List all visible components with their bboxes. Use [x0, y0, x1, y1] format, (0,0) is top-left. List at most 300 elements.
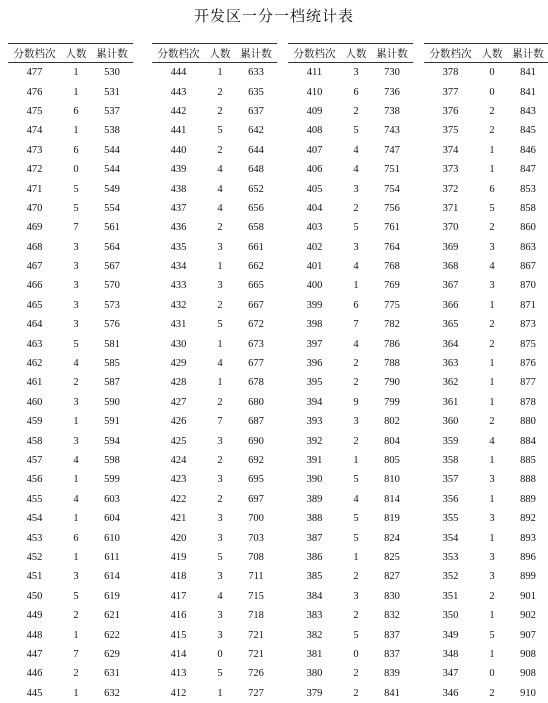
score-cell: 356: [442, 493, 459, 505]
table-row: [8, 470, 133, 489]
cumulative-cell: 825: [384, 551, 400, 563]
table-row: [424, 606, 548, 625]
count-cell: 4: [217, 590, 223, 602]
cumulative-cell: 841: [520, 67, 536, 79]
score-cell: 462: [26, 358, 43, 370]
score-cell: 418: [170, 571, 187, 583]
cumulative-cell: 667: [248, 299, 264, 311]
count-cell: 5: [353, 513, 359, 525]
cumulative-cell: 824: [384, 532, 400, 544]
count-cell: 5: [353, 125, 359, 137]
count-cell: 3: [73, 319, 79, 331]
table-row: [152, 645, 277, 664]
count-cell: 1: [353, 280, 359, 292]
cumulative-cell: 896: [520, 551, 536, 563]
count-cell: 3: [73, 571, 79, 583]
count-cell: 4: [73, 493, 79, 505]
count-cell: 3: [217, 435, 223, 447]
score-cell: 429: [170, 358, 187, 370]
count-cell: 7: [353, 319, 359, 331]
count-cell: 3: [73, 241, 79, 253]
cumulative-cell: 631: [104, 668, 120, 680]
table-row: [8, 664, 133, 683]
score-cell: 363: [442, 358, 459, 370]
table-row: [424, 257, 548, 276]
cumulative-cell: 727: [248, 687, 264, 699]
count-cell: 3: [353, 416, 359, 428]
cumulative-cell: 876: [520, 358, 536, 370]
score-cell: 395: [306, 377, 323, 389]
cumulative-cell: 754: [384, 183, 400, 195]
score-cell: 465: [26, 299, 43, 311]
table-row: [8, 645, 133, 664]
table-row: [8, 179, 133, 198]
table-row: [288, 199, 413, 218]
count-cell: 2: [217, 222, 223, 234]
table-row: [8, 257, 133, 276]
table-row: [288, 160, 413, 179]
score-cell: 467: [26, 261, 43, 273]
score-cell: 401: [306, 261, 323, 273]
cumulative-cell: 581: [104, 338, 120, 350]
count-cell: 2: [353, 610, 359, 622]
count-cell: 0: [217, 648, 223, 660]
score-cell: 472: [26, 164, 43, 176]
cumulative-cell: 711: [248, 571, 264, 583]
count-cell: 1: [73, 513, 79, 525]
score-cell: 466: [26, 280, 43, 292]
score-cell: 475: [26, 105, 43, 117]
cumulative-cell: 810: [384, 474, 400, 486]
score-cell: 430: [170, 338, 187, 350]
table-row: [152, 490, 277, 509]
count-cell: 0: [353, 648, 359, 660]
count-cell: 2: [489, 222, 495, 234]
header-score: 分数档次: [152, 44, 205, 63]
table-row: [8, 431, 133, 450]
score-cell: 393: [306, 416, 323, 428]
cumulative-cell: 837: [384, 648, 400, 660]
cumulative-cell: 673: [248, 338, 264, 350]
count-cell: 5: [73, 202, 79, 214]
cumulative-cell: 901: [520, 590, 536, 602]
cumulative-cell: 738: [384, 105, 400, 117]
score-cell: 453: [26, 532, 43, 544]
count-cell: 6: [73, 532, 79, 544]
count-cell: 7: [217, 416, 223, 428]
score-cell: 455: [26, 493, 43, 505]
cumulative-cell: 599: [104, 474, 120, 486]
table-row: [152, 257, 277, 276]
count-cell: 2: [353, 358, 359, 370]
score-cell: 421: [170, 513, 187, 525]
table-row: [288, 587, 413, 606]
table-row: [8, 315, 133, 334]
cumulative-cell: 843: [520, 105, 536, 117]
score-cell: 400: [306, 280, 323, 292]
score-cell: 414: [170, 648, 187, 660]
table-row: [8, 412, 133, 431]
count-cell: 2: [217, 144, 223, 156]
cumulative-cell: 604: [104, 513, 120, 525]
cumulative-cell: 700: [248, 513, 264, 525]
count-cell: 2: [217, 396, 223, 408]
count-cell: 2: [73, 668, 79, 680]
score-cell: 371: [442, 202, 459, 214]
count-cell: 5: [489, 202, 495, 214]
cumulative-cell: 633: [248, 67, 264, 79]
cumulative-cell: 573: [104, 299, 120, 311]
table-row: [424, 490, 548, 509]
count-cell: 1: [217, 67, 223, 79]
cumulative-cell: 730: [384, 67, 400, 79]
table-row: [424, 315, 548, 334]
count-cell: 1: [217, 687, 223, 699]
cumulative-cell: 632: [104, 687, 120, 699]
table-row: [152, 121, 277, 140]
table-row: [424, 199, 548, 218]
table-row: [288, 490, 413, 509]
score-cell: 347: [442, 668, 459, 680]
cumulative-cell: 594: [104, 435, 120, 447]
cumulative-cell: 665: [248, 280, 264, 292]
cumulative-cell: 544: [104, 164, 120, 176]
count-cell: 2: [217, 493, 223, 505]
cumulative-cell: 802: [384, 416, 400, 428]
count-cell: 5: [73, 338, 79, 350]
score-cell: 362: [442, 377, 459, 389]
score-cell: 469: [26, 222, 43, 234]
cumulative-cell: 554: [104, 202, 120, 214]
score-cell: 441: [170, 125, 187, 137]
table-row: [152, 393, 277, 412]
cumulative-cell: 769: [384, 280, 400, 292]
count-cell: 3: [353, 183, 359, 195]
score-cell: 403: [306, 222, 323, 234]
cumulative-cell: 635: [248, 86, 264, 98]
score-cell: 412: [170, 687, 187, 699]
cumulative-cell: 642: [248, 125, 264, 137]
table-row: [152, 625, 277, 644]
score-cell: 399: [306, 299, 323, 311]
table-row: [152, 684, 277, 703]
header-count: 人数: [477, 44, 507, 63]
count-cell: 2: [489, 319, 495, 331]
table-row: [152, 606, 277, 625]
cumulative-cell: 846: [520, 144, 536, 156]
score-table-block-2: [152, 43, 277, 703]
count-cell: 5: [73, 183, 79, 195]
score-cell: 442: [170, 105, 187, 117]
count-cell: 2: [217, 455, 223, 466]
table-row: [152, 276, 277, 295]
cumulative-cell: 867: [520, 261, 536, 273]
header-score: 分数档次: [8, 44, 61, 63]
count-cell: 3: [353, 241, 359, 253]
table-row: [288, 82, 413, 101]
table-row: [8, 606, 133, 625]
score-cell: 367: [442, 280, 459, 292]
score-cell: 451: [26, 571, 43, 583]
cumulative-cell: 614: [104, 571, 120, 583]
table-row: [424, 82, 548, 101]
cumulative-cell: 841: [520, 86, 536, 98]
count-cell: 3: [489, 571, 495, 583]
score-cell: 416: [170, 610, 187, 622]
score-cell: 378: [442, 67, 459, 79]
cumulative-cell: 726: [248, 668, 264, 680]
table-row: [288, 63, 413, 83]
count-cell: 2: [353, 377, 359, 389]
score-cell: 411: [306, 67, 323, 79]
score-cell: 405: [306, 183, 323, 195]
count-cell: 4: [353, 493, 359, 505]
score-cell: 380: [306, 668, 323, 680]
cumulative-cell: 603: [104, 493, 120, 505]
score-cell: 350: [442, 610, 459, 622]
score-cell: 474: [26, 125, 43, 137]
cumulative-cell: 902: [520, 610, 536, 622]
table-row: [152, 102, 277, 121]
cumulative-cell: 672: [248, 319, 264, 331]
count-cell: 4: [489, 435, 495, 447]
cumulative-cell: 549: [104, 183, 120, 195]
header-score: 分数档次: [424, 44, 477, 63]
table-row: [152, 334, 277, 353]
table-row: [152, 354, 277, 373]
table-row: [8, 160, 133, 179]
header-score: 分数档次: [288, 44, 341, 63]
score-cell: 445: [26, 687, 43, 699]
score-cell: 423: [170, 474, 187, 486]
cumulative-cell: 908: [520, 648, 536, 660]
table-row: [288, 102, 413, 121]
score-cell: 375: [442, 125, 459, 137]
cumulative-cell: 644: [248, 144, 264, 156]
count-cell: 9: [353, 396, 359, 408]
cumulative-cell: 858: [520, 202, 536, 214]
table-row: [152, 218, 277, 237]
count-cell: 4: [353, 338, 359, 350]
count-cell: 4: [217, 164, 223, 176]
count-cell: 1: [353, 455, 359, 466]
score-cell: 349: [442, 629, 459, 641]
cumulative-cell: 652: [248, 183, 264, 195]
table-row: [288, 276, 413, 295]
score-cell: 461: [26, 377, 43, 389]
table-row: [424, 431, 548, 450]
score-cell: 420: [170, 532, 187, 544]
score-cell: 443: [170, 86, 187, 98]
score-cell: 354: [442, 532, 459, 544]
table-row: [424, 102, 548, 121]
score-cell: 355: [442, 513, 459, 525]
table-row: [288, 625, 413, 644]
score-table-block-1: [8, 43, 133, 703]
cumulative-cell: 768: [384, 261, 400, 273]
cumulative-cell: 790: [384, 377, 400, 389]
table-row: [152, 412, 277, 431]
table-row: [8, 393, 133, 412]
header-cumulative: 累计数: [371, 44, 413, 63]
count-cell: 3: [217, 532, 223, 544]
cumulative-cell: 799: [384, 396, 400, 408]
cumulative-cell: 907: [520, 629, 536, 641]
count-cell: 5: [353, 474, 359, 486]
cumulative-cell: 662: [248, 261, 264, 273]
count-cell: 4: [353, 164, 359, 176]
cumulative-cell: 678: [248, 377, 264, 389]
score-cell: 407: [306, 144, 323, 156]
count-cell: 1: [73, 629, 79, 641]
table-row: [424, 587, 548, 606]
score-cell: 348: [442, 648, 459, 660]
count-cell: 1: [489, 455, 495, 466]
count-cell: 6: [489, 183, 495, 195]
table-row: [152, 296, 277, 315]
score-cell: 409: [306, 105, 323, 117]
table-row: [8, 82, 133, 101]
table-row: [288, 238, 413, 257]
table-row: [152, 509, 277, 528]
cumulative-cell: 587: [104, 377, 120, 389]
cumulative-cell: 537: [104, 105, 120, 117]
score-cell: 397: [306, 338, 323, 350]
score-cell: 440: [170, 144, 187, 156]
cumulative-cell: 875: [520, 338, 536, 350]
table-row: [8, 238, 133, 257]
cumulative-cell: 637: [248, 105, 264, 117]
page-title: 开发区一分一档统计表: [193, 7, 354, 25]
count-cell: 3: [489, 280, 495, 292]
table-row: [152, 664, 277, 683]
cumulative-cell: 695: [248, 474, 264, 486]
table-row: [424, 625, 548, 644]
table-row: [424, 121, 548, 140]
cumulative-cell: 832: [384, 610, 400, 622]
score-cell: 419: [170, 551, 187, 563]
cumulative-cell: 805: [384, 455, 400, 466]
count-cell: 1: [489, 610, 495, 622]
table-row: [424, 179, 548, 198]
score-cell: 388: [306, 513, 323, 525]
table-row: [424, 412, 548, 431]
count-cell: 3: [217, 629, 223, 641]
table-row: [8, 199, 133, 218]
table-row: [288, 315, 413, 334]
count-cell: 3: [489, 551, 495, 563]
cumulative-cell: 910: [520, 687, 536, 699]
cumulative-cell: 884: [520, 435, 536, 447]
score-cell: 368: [442, 261, 459, 273]
count-cell: 1: [489, 648, 495, 660]
table-row: [288, 373, 413, 392]
score-cell: 415: [170, 629, 187, 641]
table-row: [8, 625, 133, 644]
cumulative-cell: 576: [104, 319, 120, 331]
cumulative-cell: 610: [104, 532, 120, 544]
cumulative-cell: 561: [104, 222, 120, 234]
table-row: [424, 238, 548, 257]
score-cell: 383: [306, 610, 323, 622]
table-row: [288, 412, 413, 431]
cumulative-cell: 889: [520, 493, 536, 505]
cumulative-cell: 591: [104, 416, 120, 428]
score-cell: 394: [306, 396, 323, 408]
cumulative-cell: 764: [384, 241, 400, 253]
table-row: [288, 121, 413, 140]
score-cell: 377: [442, 86, 459, 98]
score-cell: 358: [442, 455, 459, 466]
score-cell: 379: [306, 687, 323, 699]
count-cell: 6: [353, 299, 359, 311]
header-cumulative: 累计数: [507, 44, 548, 63]
cumulative-cell: 564: [104, 241, 120, 253]
score-cell: 404: [306, 202, 323, 214]
table-row: [8, 102, 133, 121]
count-cell: 5: [217, 668, 223, 680]
count-cell: 1: [73, 416, 79, 428]
score-cell: 470: [26, 202, 43, 214]
score-table-block-3: [288, 43, 413, 703]
table-row: [152, 528, 277, 547]
count-cell: 3: [217, 474, 223, 486]
table-row: [424, 373, 548, 392]
score-cell: 369: [442, 241, 459, 253]
score-cell: 384: [306, 590, 323, 602]
count-cell: 3: [489, 241, 495, 253]
cumulative-cell: 570: [104, 280, 120, 292]
table-row: [8, 451, 133, 470]
cumulative-cell: 782: [384, 319, 400, 331]
count-cell: 1: [73, 125, 79, 137]
count-cell: 4: [217, 358, 223, 370]
count-cell: 3: [217, 280, 223, 292]
count-cell: 5: [353, 222, 359, 234]
score-cell: 457: [26, 455, 43, 466]
cumulative-cell: 880: [520, 416, 536, 428]
table-row: [152, 470, 277, 489]
score-cell: 431: [170, 319, 187, 331]
table-row: [288, 567, 413, 586]
count-cell: 2: [217, 105, 223, 117]
score-cell: 425: [170, 435, 187, 447]
count-cell: 0: [489, 67, 495, 79]
cumulative-cell: 687: [248, 416, 264, 428]
cumulative-cell: 788: [384, 358, 400, 370]
score-cell: 410: [306, 86, 323, 98]
count-cell: 2: [217, 299, 223, 311]
header-count: 人数: [205, 44, 235, 63]
count-cell: 3: [217, 513, 223, 525]
table-row: [288, 606, 413, 625]
cumulative-cell: 530: [104, 67, 120, 79]
score-cell: 476: [26, 86, 43, 98]
count-cell: 3: [353, 590, 359, 602]
table-row: [152, 238, 277, 257]
count-cell: 2: [353, 668, 359, 680]
score-cell: 359: [442, 435, 459, 447]
cumulative-cell: 622: [104, 629, 120, 641]
count-cell: 1: [73, 551, 79, 563]
cumulative-cell: 756: [384, 202, 400, 214]
count-cell: 2: [489, 338, 495, 350]
count-cell: 1: [217, 338, 223, 350]
score-cell: 464: [26, 319, 43, 331]
count-cell: 1: [73, 687, 79, 699]
cumulative-cell: 747: [384, 144, 400, 156]
score-cell: 456: [26, 474, 43, 486]
